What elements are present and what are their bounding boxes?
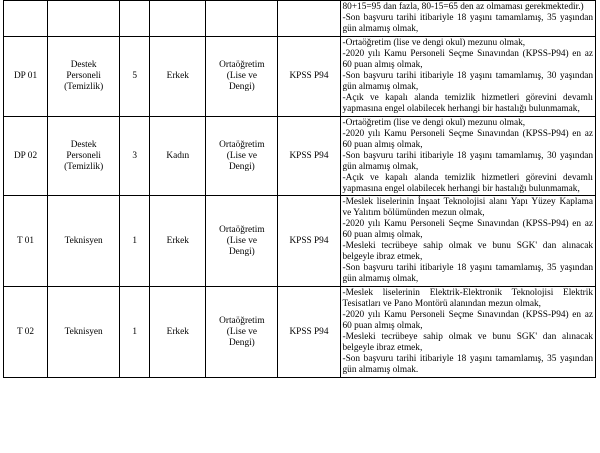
cell-position-title — [48, 287, 120, 378]
requirement-line: -Mesleki tecrübeye sahip olmak ve bunu SGK' dan alınacak belgeyle ibraz etmek, — [342, 332, 593, 354]
requirement-line: -Açık ve kapalı alanda temizlik hizmetleri görevini devamlı yapmasına engel olabilecek herhangi bir hastalığı bulunmamak, — [342, 172, 593, 194]
table-row — [4, 36, 596, 116]
requirement-line: -Ortaöğretim (lise ve dengi okul) mezunu olmak, — [342, 117, 526, 128]
requirement-line: -Mesleki tecrübeye sahip olmak ve bunu SGK' dan alınacak belgeyle ibraz etmek, — [342, 241, 593, 263]
table-row — [4, 196, 596, 287]
cell-education — [206, 36, 278, 116]
cell-exam-type-text: KPSS P94 — [289, 70, 329, 81]
requirement-line: -Son başvuru tarihi itibariyle 18 yaşını tamamlamış, 35 yaşından gün almamış olmak, — [342, 263, 593, 285]
cell-position-count — [120, 116, 150, 196]
cell-position-title-line: Teknisyen — [64, 326, 103, 337]
requirement-line: -2020 yılı Kamu Personeli Seçme Sınavından (KPSS-P94) en az 60 puan almış olmak, — [342, 128, 593, 150]
cell-gender-text: Erkek — [166, 326, 189, 337]
table-row — [4, 287, 596, 378]
cell-gender — [150, 116, 206, 196]
requirement-line: -Meslek liselerinin İnşaat Teknolojisi alanı Yapı Yüzey Kaplama ve Yalıtım bölümünden mezun olmak, — [342, 197, 593, 219]
positions-table — [3, 0, 596, 378]
cell-position-code — [4, 36, 48, 116]
cell-position-title-line: (Temizlik) — [64, 161, 104, 172]
cell-education-line: Dengi) — [228, 337, 255, 348]
cell-position-title-line: (Temizlik) — [64, 81, 104, 92]
requirement-line: -2020 yılı Kamu Personeli Seçme Sınavından (KPSS-P94) en az 60 puan almış olmak, — [342, 310, 593, 332]
cell-position-title — [48, 1, 120, 37]
requirement-line: -Son başvuru tarihi itibariyle 18 yaşını tamamlamış, 30 yaşından gün almamış olmak, — [342, 70, 593, 92]
cell-position-count — [120, 1, 150, 37]
cell-position-code — [4, 1, 48, 37]
cell-position-code — [4, 116, 48, 196]
cell-position-count-text: 5 — [132, 70, 138, 81]
requirement-line: -Ortaöğretim (lise ve dengi okul) mezunu olmak, — [342, 37, 526, 48]
cell-education-line: Ortaöğretim — [219, 315, 265, 326]
cell-education — [206, 196, 278, 287]
cell-position-count — [120, 287, 150, 378]
cell-exam-type — [278, 1, 340, 37]
cell-position-title-line: Personeli — [66, 70, 101, 81]
cell-education-line: (Lise ve — [226, 150, 257, 161]
requirement-line: -2020 yılı Kamu Personeli Seçme Sınavından (KPSS-P94) en az 60 puan almış olmak, — [342, 219, 593, 241]
cell-exam-type-text: KPSS P94 — [289, 326, 329, 337]
cell-education-line: Ortaöğretim — [219, 224, 265, 235]
cell-gender-text: Erkek — [166, 70, 189, 81]
cell-education — [206, 287, 278, 378]
cell-requirements — [340, 1, 595, 37]
cell-requirements — [340, 196, 595, 287]
cell-gender-text: Kadın — [166, 150, 190, 161]
cell-position-code — [4, 196, 48, 287]
cell-exam-type — [278, 287, 340, 378]
cell-education-line: Dengi) — [228, 81, 255, 92]
cell-position-title — [48, 196, 120, 287]
cell-position-count — [120, 196, 150, 287]
cell-gender-text: Erkek — [166, 235, 189, 246]
cell-position-code — [4, 287, 48, 378]
cell-position-code-text: DP 02 — [13, 150, 38, 161]
cell-gender — [150, 287, 206, 378]
cell-gender — [150, 36, 206, 116]
cell-exam-type — [278, 196, 340, 287]
cell-position-count-text: 3 — [132, 150, 138, 161]
table-row — [4, 1, 596, 37]
cell-position-title-line: Destek — [70, 139, 97, 150]
cell-position-code-text: T 02 — [16, 326, 35, 337]
requirement-line: -Son başvuru tarihi itibariyle 18 yaşını tamamlamış, 35 yaşından gün almamış olmak, — [342, 12, 593, 34]
cell-position-title-line: Personeli — [66, 150, 101, 161]
cell-exam-type — [278, 116, 340, 196]
cell-position-count-text: 1 — [132, 235, 138, 246]
requirement-line: -Son başvuru tarihi itibariyle 18 yaşını tamamlamış, 35 yaşından gün almamış olmak. — [342, 354, 593, 375]
cell-gender — [150, 1, 206, 37]
cell-education-line: Ortaöğretim — [219, 139, 265, 150]
requirement-line: -Son başvuru tarihi itibariyle 18 yaşını tamamlamış, 30 yaşından gün almamış olmak, — [342, 150, 593, 172]
cell-exam-type-text: KPSS P94 — [289, 235, 329, 246]
cell-education-line: Ortaöğretim — [219, 59, 265, 70]
cell-education-line: (Lise ve — [226, 70, 257, 81]
cell-education — [206, 1, 278, 37]
cell-position-title-line: Teknisyen — [64, 235, 103, 246]
table-row — [4, 116, 596, 196]
requirement-line: -Açık ve kapalı alanda temizlik hizmetleri görevini devamlı yapmasına engel olabilecek herhangi bir hastalığı bulunmamak, — [342, 92, 593, 114]
cell-education-line: Dengi) — [228, 161, 255, 172]
cell-position-count-text: 1 — [132, 326, 138, 337]
requirement-line: -2020 yılı Kamu Personeli Seçme Sınavından (KPSS-P94) en az 60 puan almış olmak, — [342, 48, 593, 70]
cell-exam-type-text: KPSS P94 — [289, 150, 329, 161]
cell-education — [206, 116, 278, 196]
cell-position-code-text: DP 01 — [13, 70, 38, 81]
cell-position-title — [48, 116, 120, 196]
cell-gender — [150, 196, 206, 287]
cell-position-code-text: T 01 — [16, 235, 35, 246]
cell-requirements — [340, 116, 595, 196]
cell-requirements — [340, 287, 595, 378]
requirement-line: -Meslek liselerinin Elektrik-Elektronik Teknolojisi Elektrik Tesisatları ve Pano Montörü alanından mezun olmak, — [342, 288, 593, 310]
requirement-line: 80+15=95 dan fazla, 80-15=65 den az olmaması gerekmektedir.) — [342, 2, 584, 12]
cell-position-title-line: Destek — [70, 59, 97, 70]
table-body — [4, 1, 596, 378]
cell-education-line: (Lise ve — [226, 235, 257, 246]
cell-position-title — [48, 36, 120, 116]
cell-position-count — [120, 36, 150, 116]
cell-education-line: (Lise ve — [226, 326, 257, 337]
cell-requirements — [340, 36, 595, 116]
cell-education-line: Dengi) — [228, 246, 255, 257]
cell-exam-type — [278, 36, 340, 116]
